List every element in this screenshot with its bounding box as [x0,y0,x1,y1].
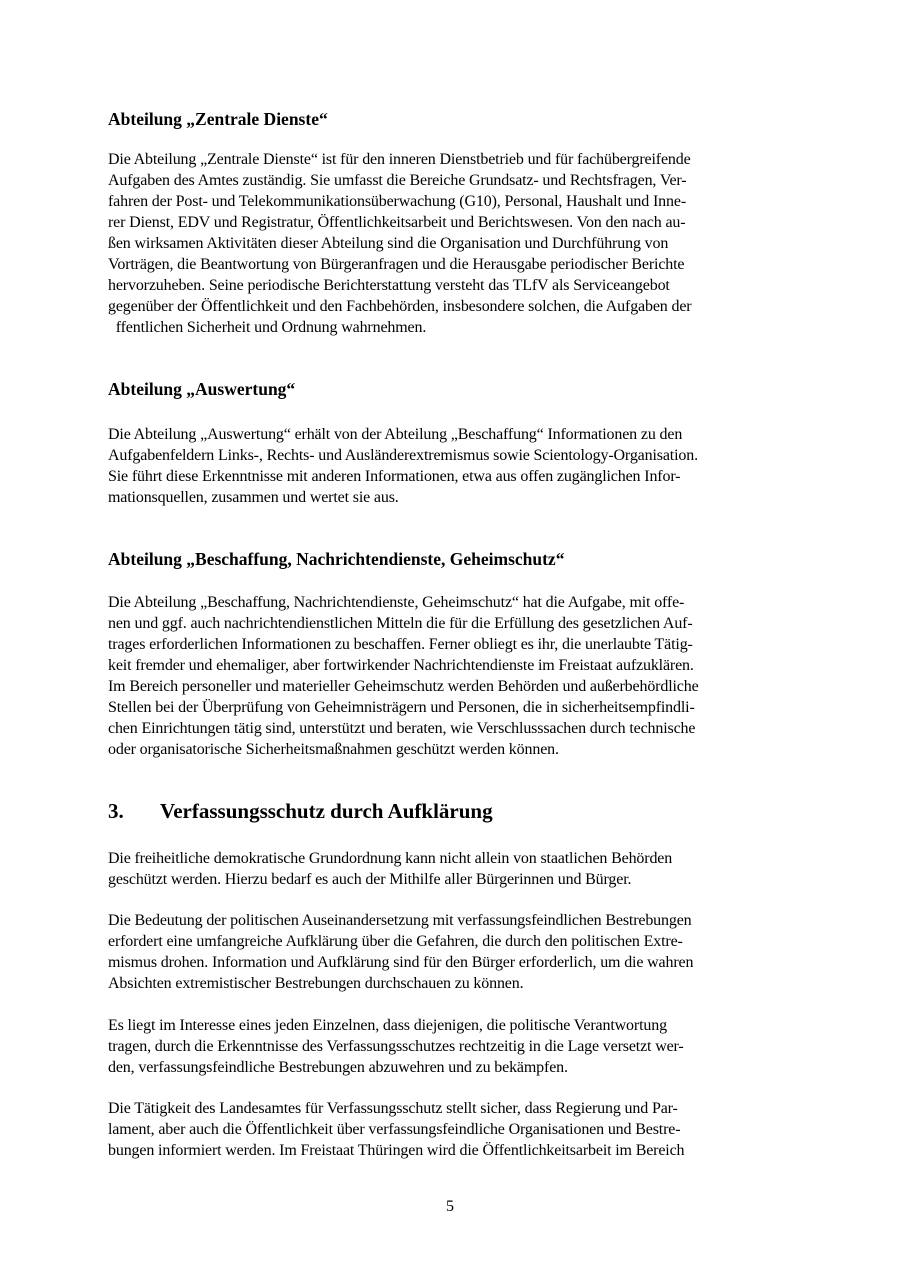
text-line: Die Abteilung „Auswertung“ erhält von der Abteilung „Beschaffung“ Informationen zu den [108,426,683,443]
text-line: Die Abteilung „Zentrale Dienste“ ist für den inneren Dienstbetrieb und für fachübergreifende [108,151,691,168]
text-line: tragen, durch die Erkenntnisse des Verfassungsschutzes rechtzeitig in die Lage versetzt wer- [108,1038,684,1055]
text-line: fahren der Post- und Telekommunikationsüberwachung (G10), Personal, Haushalt und Inne- [108,193,686,210]
text-line: mismus drohen. Information und Aufklärung sind für den Bürger erforderlich, um die wahren [108,954,694,971]
text-line: bungen informiert werden. Im Freistaat Thüringen wird die Öffentlichkeitsarbeit im Bereich [108,1142,685,1159]
text-line: Es liegt im Interesse eines jeden Einzelnen, dass diejenigen, die politische Verantwortung [108,1017,667,1034]
text-line: Aufgabenfeldern Links-, Rechts- und Ausländerextremismus sowie Scientology-Organisation. [108,447,698,464]
text-line: chen Einrichtungen tätig sind, unterstützt und beraten, wie Verschlusssachen durch technische [108,720,696,737]
text-line: Die freiheitliche demokratische Grundordnung kann nicht allein von staatlichen Behörden [108,850,673,867]
section-heading: Abteilung „Beschaffung, Nachrichtendienste, Geheimschutz“ [108,549,565,569]
text-line: geschützt werden. Hierzu bedarf es auch der Mithilfe aller Bürgerinnen und Bürger. [108,871,632,888]
text-line: ffentlichen Sicherheit und Ordnung wahrnehmen. [108,319,427,336]
text-line: gegenüber der Öffentlichkeit und den Fachbehörden, insbesondere solchen, die Aufgaben der [108,298,692,315]
chapter-number: 3. [108,799,124,823]
text-line: keit fremder und ehemaliger, aber fortwirkender Nachrichtendienste im Freistaat aufzuklären. [108,657,694,674]
text-line: Vorträgen, die Beantwortung von Bürgeranfragen und die Herausgabe periodischer Berichte [108,256,685,273]
text-line: nen und ggf. auch nachrichtendienstlichen Mitteln die für die Erfüllung des gesetzlichen Auf- [108,615,693,632]
section-heading: Abteilung „Auswertung“ [108,379,296,399]
text-line: Die Tätigkeit des Landesamtes für Verfassungsschutz stellt sicher, dass Regierung und Par- [108,1100,678,1117]
text-line: den, verfassungsfeindliche Bestrebungen abzuwehren und zu bekämpfen. [108,1059,568,1076]
text-line: rer Dienst, EDV und Registratur, Öffentlichkeitsarbeit und Berichtswesen. Von den nach au- [108,214,686,231]
text-line: hervorzuheben. Seine periodische Berichterstattung versteht das TLfV als Serviceangebot [108,277,670,294]
text-line: lament, aber auch die Öffentlichkeit über verfassungsfeindliche Organisationen und Bestre- [108,1121,681,1138]
text-line: Im Bereich personeller und materieller Geheimschutz werden Behörden und außerbehördliche [108,678,699,695]
text-line: Die Abteilung „Beschaffung, Nachrichtendienste, Geheimschutz“ hat die Aufgabe, mit offe- [108,594,685,611]
text-line: oder organisatorische Sicherheitsmaßnahmen geschützt werden können. [108,741,559,758]
text-line: Aufgaben des Amtes zuständig. Sie umfasst die Bereiche Grundsatz- und Rechtsfragen, Ver- [108,172,687,189]
text-line: erfordert eine umfangreiche Aufklärung über die Gefahren, die durch den politischen Extre- [108,933,683,950]
text-line: Sie führt diese Erkenntnisse mit anderen Informationen, etwa aus offen zugänglichen Infor- [108,468,681,485]
section-heading: Abteilung „Zentrale Dienste“ [108,109,328,129]
page-number: 5 [446,1198,454,1215]
text-line: trages erforderlichen Informationen zu beschaffen. Ferner obliegt es ihr, die unerlaubte Tätig- [108,636,693,653]
text-line: Stellen bei der Überprüfung von Geheimnisträgern und Personen, die in sicherheitsempfindli- [108,699,695,716]
chapter-title: Verfassungsschutz durch Aufklärung [160,799,493,823]
text-line: Die Bedeutung der politischen Auseinandersetzung mit verfassungsfeindlichen Bestrebungen [108,912,692,929]
text-line: ßen wirksamen Aktivitäten dieser Abteilung sind die Organisation und Durchführung von [108,235,669,252]
text-line: Absichten extremistischer Bestrebungen durchschauen zu können. [108,975,524,992]
text-line: mationsquellen, zusammen und wertet sie aus. [108,489,399,506]
